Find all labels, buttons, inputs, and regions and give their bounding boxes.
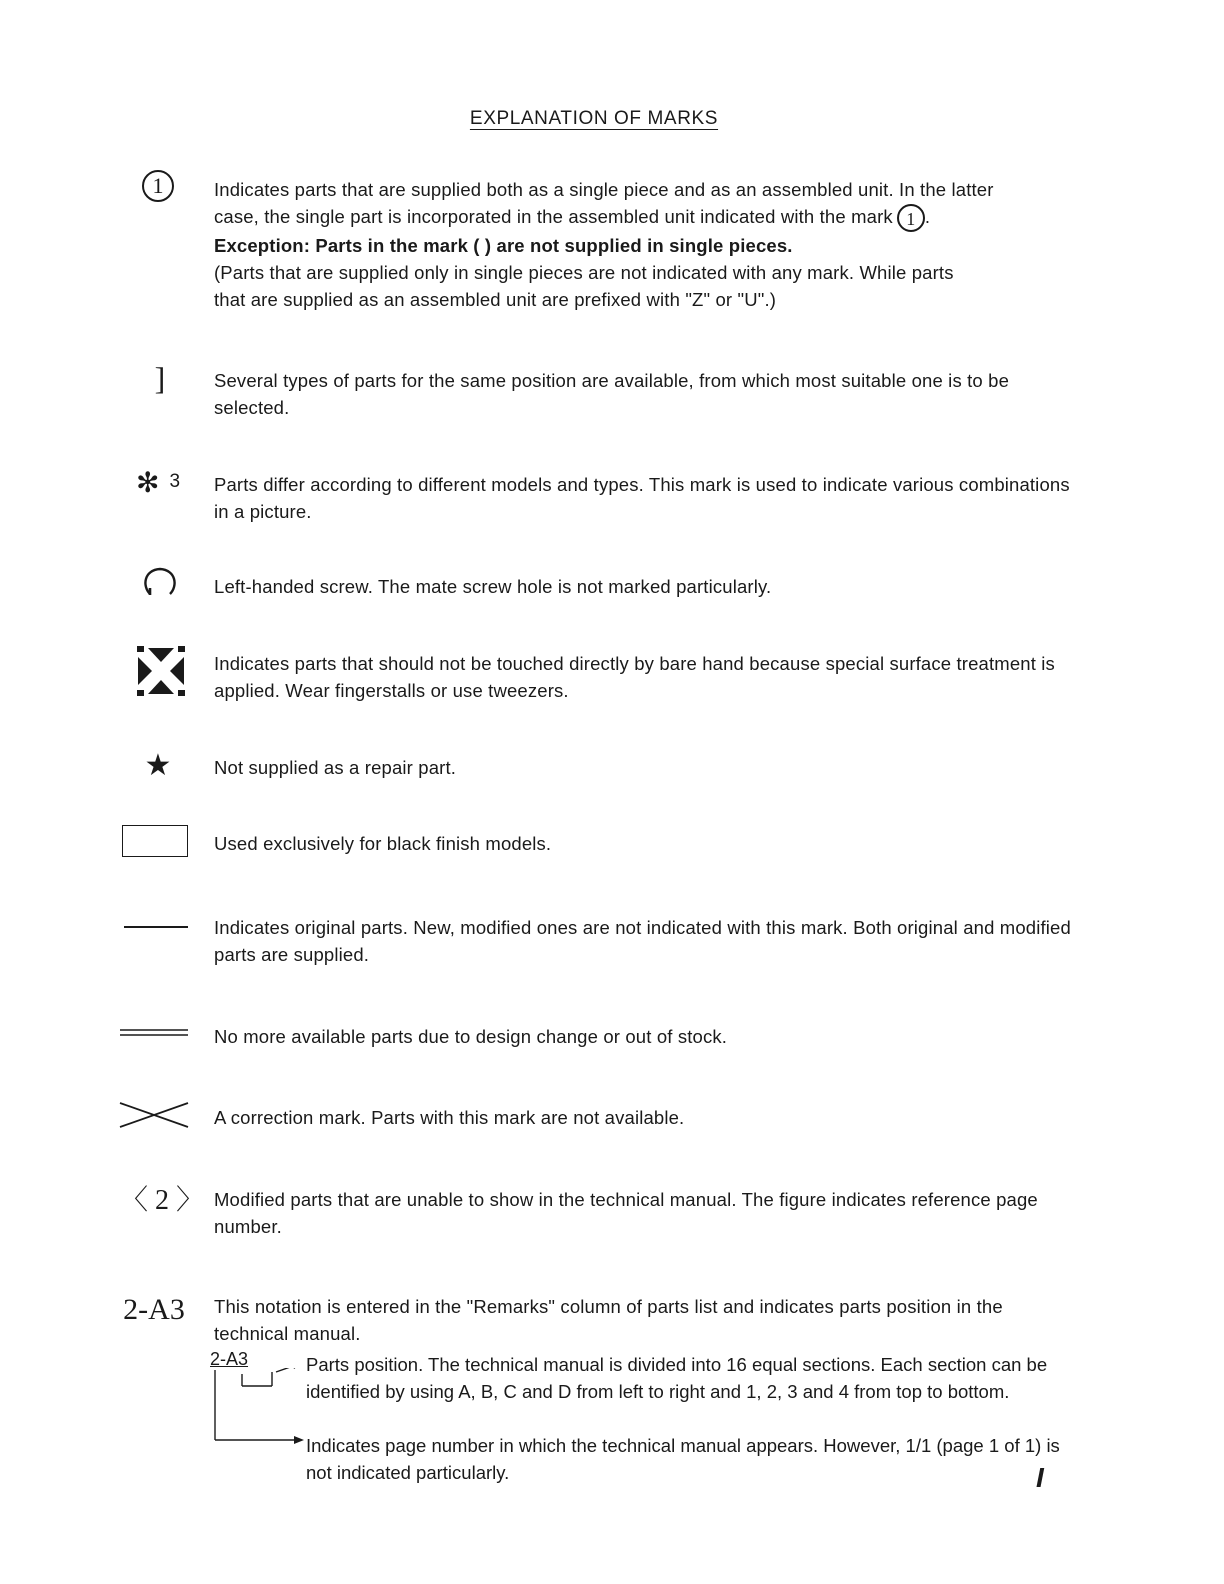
page-title: EXPLANATION OF MARKS [469, 108, 719, 129]
notation-position-text: Parts position. The technical manual is divided into 16 equal sections. Each section can be identified by using A, B, C and D from left to right and 1, 2, 3 and 4 from top to bottom. [306, 1354, 1048, 1402]
no-touch-mark [136, 645, 186, 697]
circled-one-symbol: 1 [142, 170, 174, 202]
circled-one-line-4: (Parts that are supplied only in single pieces are not indicated with any mark. While parts [214, 262, 954, 284]
circled-one-inline-symbol: 1 [897, 204, 925, 232]
bracket-mark: ] [154, 359, 166, 396]
notation-mark: 2-A3 [123, 1293, 185, 1326]
circled-one-exception: Exception: Parts in the mark ( ) are not supplied in single pieces. [214, 235, 793, 257]
asterisk-description: Parts differ according to different models and types. This mark is used to indicate various combinations in a picture. [214, 474, 1070, 522]
circled-one-line-5: that are supplied as an assembled unit are prefixed with "Z" or "U".) [214, 289, 777, 311]
asterisk-icon: ✻ [136, 466, 160, 498]
cross-description: A correction mark. Parts with this mark are not available. [214, 1107, 685, 1128]
rectangle-icon [122, 825, 188, 857]
double-line-description: No more available parts due to design change or out of stock. [214, 1026, 728, 1047]
double-line-mark [120, 1028, 188, 1038]
angle-description: Modified parts that are unable to show in the technical manual. The figure indicates reference page number. [214, 1189, 1038, 1237]
circled-one-line-2-text: case, the single part is incorporated in the assembled unit indicated with the mark [214, 206, 893, 227]
single-line-mark [124, 924, 188, 930]
asterisk-mark [136, 468, 180, 496]
notation-example: 2-A3 [210, 1349, 249, 1369]
left-screw-description: Left-handed screw. The mate screw hole is not marked particularly. [214, 576, 772, 597]
correction-mark [118, 1100, 190, 1130]
notation-diagram-lines [210, 1368, 306, 1446]
bracket-description: Several types of parts for the same position are available, from which most suitable one is to be selected. [214, 370, 1010, 418]
circled-one-line-2: case, the single part is incorporated in the assembled unit indicated with the mark 1 . [214, 203, 1072, 232]
single-line-icon [124, 926, 188, 928]
asterisk-number: 3 [169, 471, 181, 492]
circled-one-line-1: Indicates parts that are supplied both as a single piece and as an assembled unit. In the latter [214, 179, 994, 200]
angle-two-mark: 〈 2 〉 [120, 1185, 205, 1216]
no-touch-description: Indicates parts that should not be touched directly by bare hand because special surface treatment is applied. Wear fingerstalls or use tweezers. [214, 653, 1055, 701]
circled-one-description [214, 176, 1072, 313]
correction-cross-icon [118, 1100, 190, 1130]
left-screw-icon [140, 564, 180, 600]
no-touch-icon [136, 645, 186, 697]
left-screw-mark [140, 564, 180, 600]
box-description: Used exclusively for black finish models. [214, 833, 552, 854]
notation-page-text: Indicates page number in which the technical manual appears. However, 1/1 (page 1 of 1) is not indicated particularly. [306, 1435, 1060, 1483]
black-finish-mark [122, 825, 188, 857]
page-mark: I [1036, 1462, 1044, 1493]
circled-one-mark [142, 170, 174, 202]
single-line-description: Indicates original parts. New, modified ones are not indicated with this mark. Both original and modified parts are supplied. [214, 917, 1071, 965]
star-icon: ★ [144, 748, 172, 782]
star-description: Not supplied as a repair part. [214, 757, 457, 778]
double-line-icon [120, 1028, 188, 1038]
notation-description: This notation is entered in the "Remarks" column of parts list and indicates parts position in the technical manual. [214, 1296, 1003, 1344]
